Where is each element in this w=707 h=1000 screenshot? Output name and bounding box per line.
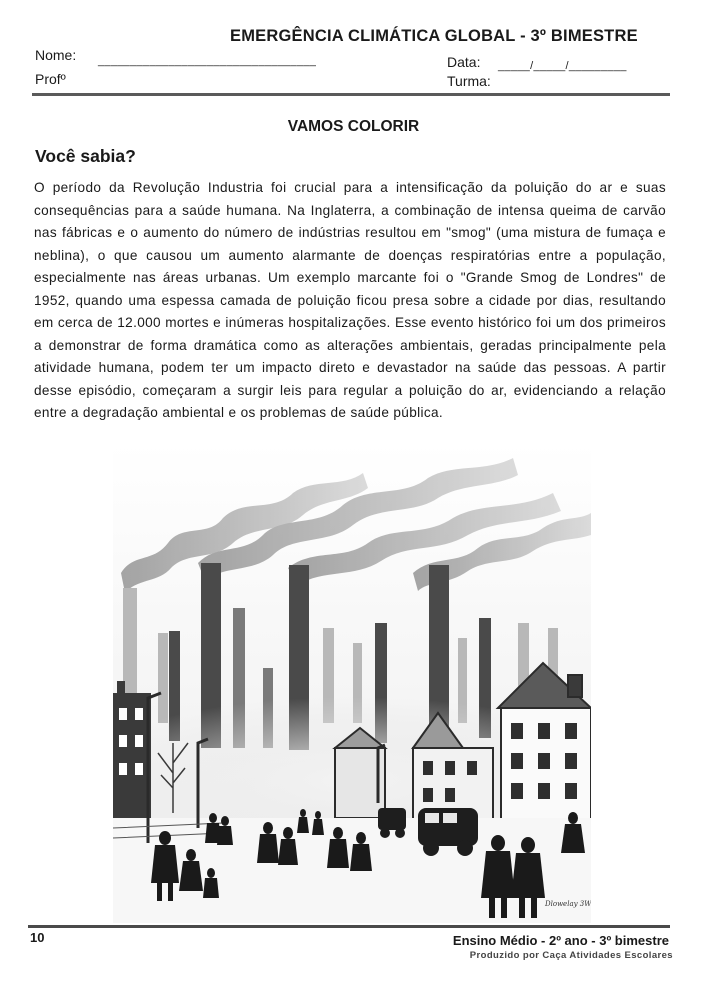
footer-credit: Produzido por Caça Atividades Escolares	[469, 950, 673, 961]
industrial-smog-illustration	[113, 443, 591, 923]
worksheet-title: EMERGÊNCIA CLIMÁTICA GLOBAL - 3º BIMESTRE	[230, 27, 638, 45]
page-number: 10	[30, 930, 45, 945]
name-label: Nome:	[35, 47, 77, 63]
date-line: _____/_____/_________	[498, 60, 627, 72]
body-paragraph: O período da Revolução Industria foi crucial para a intensificação da poluição do ar e suas consequências para a saúde humana. Na Inglaterra, a combinação de intensa queima de carvão nas fábricas e o aumento do número de indústrias resultou em "smog" (uma mistura de fumaça e neblina), o que causou um aumento alarmante de doenças respiratórias entre a população, especialmente nas áreas urbanas. Um exemplo marcante foi o "Grande Smog de Londres" de 1952, quando uma espessa camada de poluição ficou presa sobre a cidade por dias, resultando em cerca de 12.000 mortes e inúmeras hospitalizações. Esse evento histórico foi um dos primeiros a demonstrar de forma dramática como as alterações ambientais, geradas principalmente pela atividade humana, podem ter um impacto direto e devastador na saúde das pessoas. A partir desse episódio, começaram a surgir leis para regular a poluição do ar, evidenciando a relação entre a degradação ambiental e os problemas de saúde pública.	[34, 180, 666, 420]
teacher-label: Profº	[35, 71, 66, 87]
section-title: Você sabia?	[35, 146, 136, 166]
name-line: __________________________________	[98, 55, 317, 67]
footer-divider	[28, 925, 670, 928]
activity-heading: VAMOS COLORIR	[287, 118, 420, 135]
date-label: Data:	[447, 54, 481, 70]
footer-course: Ensino Médio - 2º ano - 3º bimestre	[452, 933, 669, 948]
illustration-signature: Dlowelay 3W0	[545, 900, 591, 908]
class-label: Turma:	[447, 73, 491, 89]
header-divider	[32, 93, 670, 96]
